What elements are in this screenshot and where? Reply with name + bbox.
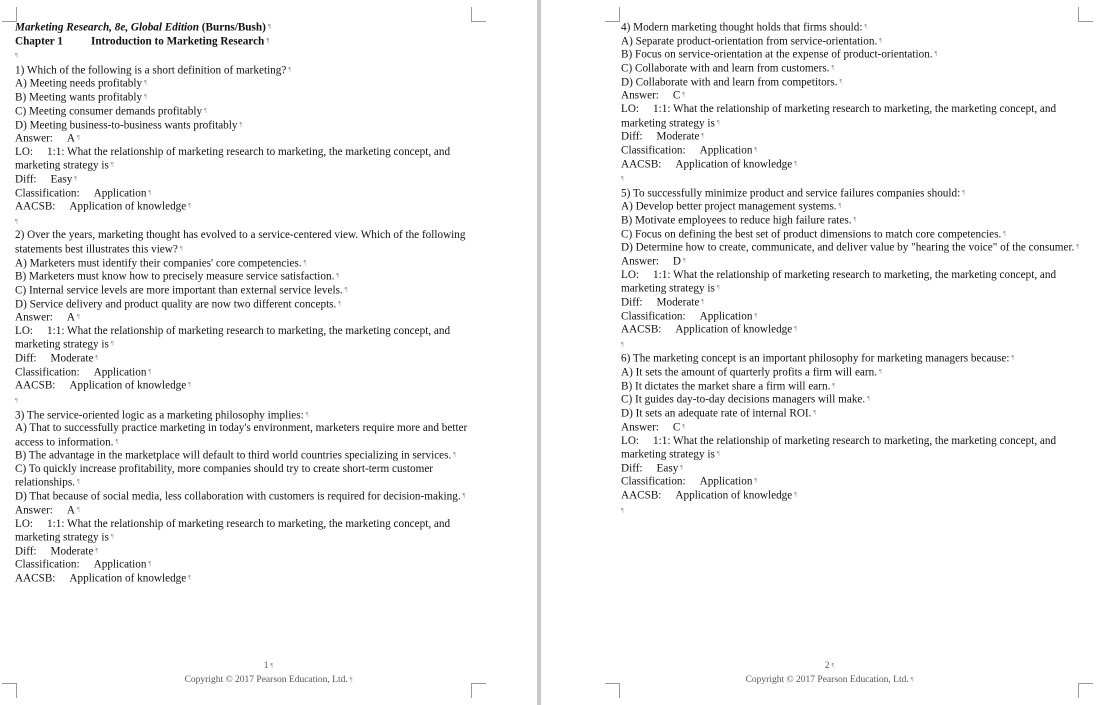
- aacsb-label: AACSB:: [621, 157, 662, 170]
- question-stem: 1) Which of the following is a short definition of marketing? ¶: [15, 64, 475, 78]
- classification-line: [15, 366, 475, 380]
- answer-option: A) Develop better project management systems. ¶: [621, 200, 1081, 214]
- answer-option: A) That to successfully practice marketing in today's environment, marketers require more and better access to information. ¶: [15, 422, 475, 449]
- answer-option: A) It sets the amount of quarterly profits a firm will earn. ¶: [621, 366, 1081, 380]
- classification-value: Application: [93, 186, 147, 199]
- answer-line: [621, 421, 1081, 435]
- lo-value: 1:1: What the relationship of marketing research to marketing, the marketing concept, and marketing strategy is: [15, 517, 451, 544]
- answer-option: B) Focus on service-orientation at the expense of product-orientation. ¶: [621, 48, 1081, 62]
- aacsb-line: [15, 572, 475, 586]
- crop-mark-bottom-left: [605, 683, 620, 698]
- difficulty-line: [621, 462, 1081, 476]
- lo-value: 1:1: What the relationship of marketing research to marketing, the marketing concept, and marketing strategy is: [621, 268, 1057, 295]
- answer-option: C) It guides day-to-day decisions managers will make. ¶: [621, 393, 1081, 407]
- answer-option: D) Collaborate with and learn from competitors. ¶: [621, 76, 1081, 90]
- diff-label: Diff:: [15, 544, 37, 557]
- lo-value: 1:1: What the relationship of marketing research to marketing, the marketing concept, and marketing strategy is: [621, 103, 1057, 129]
- page-body: [15, 21, 475, 586]
- question-stem: 3) The service-oriented logic as a marketing philosophy implies: ¶: [15, 409, 475, 423]
- lo-label: LO:: [15, 145, 34, 158]
- answer-label: Answer:: [621, 421, 659, 434]
- question-stem: 5) To successfully minimize product and service failures companies should: ¶: [621, 187, 1081, 201]
- classification-line: [621, 310, 1081, 324]
- aacsb-line: [621, 158, 1081, 172]
- answer-value: A: [66, 132, 75, 145]
- chapter-label: Chapter 1: [15, 34, 63, 47]
- answer-option: D) That because of social media, less collaboration with customers is required for decision-making. ¶: [15, 490, 475, 504]
- answer-label: Answer:: [15, 311, 53, 324]
- question-stem: 6) The marketing concept is an important philosophy for marketing managers because: ¶: [621, 352, 1081, 366]
- lo-label: LO:: [15, 325, 34, 337]
- classification-label: Classification:: [15, 366, 80, 379]
- diff-value: Easy: [656, 461, 679, 474]
- page-number: 2 ¶: [541, 661, 1118, 671]
- diff-value: Easy: [50, 173, 73, 186]
- document-page-2: [541, 0, 1118, 705]
- diff-label: Diff:: [15, 352, 37, 365]
- copyright-footer: Copyright © 2017 Pearson Education, Ltd. ¶: [0, 675, 537, 685]
- question-block: [621, 21, 1081, 187]
- diff-value: Moderate: [656, 130, 700, 143]
- question-stem: 2) Over the years, marketing thought has evolved to a service-centered view. Which of the following statements best illustrates this view? ¶: [15, 229, 475, 256]
- copyright-footer: Copyright © 2017 Pearson Education, Ltd. ¶: [541, 675, 1118, 685]
- question-list: [15, 64, 475, 586]
- aacsb-label: AACSB:: [15, 379, 56, 392]
- answer-option: B) The advantage in the marketplace will default to third world countries specializing in services. ¶: [15, 449, 475, 463]
- learning-objective-line: [621, 103, 1081, 130]
- crop-mark-top-right: [1078, 7, 1093, 22]
- answer-option: B) It dictates the market share a firm will earn. ¶: [621, 380, 1081, 394]
- difficulty-line: [621, 296, 1081, 310]
- aacsb-label: AACSB:: [621, 489, 662, 502]
- aacsb-line: [621, 489, 1081, 503]
- blank-paragraph: [15, 48, 475, 63]
- page-body: [621, 21, 1081, 518]
- answer-value: A: [66, 504, 75, 517]
- lo-label: LO:: [621, 268, 640, 281]
- answer-option: B) Meeting wants profitably ¶: [15, 91, 475, 105]
- aacsb-value: Application of knowledge: [675, 157, 793, 170]
- learning-objective-line: [621, 435, 1081, 462]
- answer-option: D) Determine how to create, communicate, and deliver value by "hearing the voice" of the consumer. ¶: [621, 241, 1081, 255]
- answer-line: [621, 255, 1081, 269]
- question-block: [621, 352, 1081, 518]
- book-authors: (Burns/Bush): [201, 21, 266, 34]
- blank-paragraph: [15, 393, 475, 408]
- chapter-title: Introduction to Marketing Research: [90, 34, 265, 47]
- classification-value: Application: [699, 475, 753, 488]
- classification-label: Classification:: [621, 309, 686, 322]
- answer-option: A) Marketers must identify their companies' core competencies. ¶: [15, 257, 475, 271]
- classification-label: Classification:: [15, 186, 80, 199]
- answer-option: A) Separate product-orientation from service-orientation. ¶: [621, 35, 1081, 49]
- blank-paragraph: [621, 503, 1081, 518]
- lo-value: 1:1: What the relationship of marketing research to marketing, the marketing concept, and marketing strategy is: [15, 325, 451, 351]
- book-title-line: [15, 21, 475, 35]
- aacsb-line: [621, 323, 1081, 337]
- classification-value: Application: [93, 366, 147, 379]
- classification-line: [621, 475, 1081, 489]
- aacsb-value: Application of knowledge: [69, 379, 187, 392]
- answer-label: Answer:: [621, 89, 659, 102]
- question-stem: 4) Modern marketing thought holds that firms should: ¶: [621, 21, 1081, 35]
- diff-value: Moderate: [50, 544, 94, 557]
- difficulty-line: [15, 545, 475, 559]
- lo-label: LO:: [621, 434, 640, 447]
- classification-label: Classification:: [621, 144, 686, 157]
- answer-option: B) Marketers must know how to precisely measure service satisfaction. ¶: [15, 270, 475, 284]
- question-list: [621, 21, 1081, 518]
- aacsb-value: Application of knowledge: [69, 572, 187, 585]
- answer-line: [15, 311, 475, 325]
- answer-value: D: [672, 255, 681, 268]
- lo-label: LO:: [15, 517, 34, 530]
- answer-option: A) Meeting needs profitably ¶: [15, 77, 475, 91]
- blank-paragraph: [15, 214, 475, 229]
- aacsb-value: Application of knowledge: [675, 323, 793, 336]
- classification-value: Application: [699, 144, 753, 157]
- answer-option: C) Collaborate with and learn from customers. ¶: [621, 62, 1081, 76]
- crop-mark-bottom-left: [2, 683, 17, 698]
- learning-objective-line: [15, 146, 475, 173]
- question-block: [15, 229, 475, 408]
- answer-label: Answer:: [15, 504, 53, 517]
- answer-line: [15, 504, 475, 518]
- answer-option: C) To quickly increase profitability, more companies should try to create short-term customer relationships. ¶: [15, 463, 475, 490]
- aacsb-label: AACSB:: [15, 572, 56, 585]
- answer-value: A: [66, 311, 75, 324]
- diff-label: Diff:: [621, 130, 643, 143]
- answer-line: [15, 132, 475, 146]
- answer-line: [621, 89, 1081, 103]
- answer-option: D) It sets an adequate rate of internal ROI. ¶: [621, 407, 1081, 421]
- crop-mark-bottom-right: [471, 683, 486, 698]
- answer-option: D) Service delivery and product quality are now two different concepts. ¶: [15, 298, 475, 312]
- crop-mark-top-right: [471, 7, 486, 22]
- learning-objective-line: [15, 518, 475, 545]
- answer-label: Answer:: [621, 255, 659, 268]
- difficulty-line: [15, 352, 475, 366]
- aacsb-line: [15, 379, 475, 393]
- answer-label: Answer:: [15, 132, 53, 145]
- aacsb-value: Application of knowledge: [69, 200, 187, 213]
- lo-label: LO:: [621, 103, 640, 116]
- answer-option: D) Meeting business-to-business wants profitably ¶: [15, 119, 475, 133]
- crop-mark-top-left: [2, 7, 17, 22]
- crop-mark-bottom-right: [1078, 683, 1093, 698]
- blank-paragraph: [621, 337, 1081, 352]
- question-block: [15, 409, 475, 586]
- aacsb-label: AACSB:: [15, 200, 56, 213]
- classification-label: Classification:: [621, 475, 686, 488]
- classification-value: Application: [93, 558, 147, 571]
- classification-label: Classification:: [15, 558, 80, 571]
- document-page-1: [0, 0, 537, 705]
- answer-option: C) Internal service levels are more important than external service levels. ¶: [15, 284, 475, 298]
- answer-option: C) Focus on defining the best set of product dimensions to match core competencies. ¶: [621, 228, 1081, 242]
- aacsb-value: Application of knowledge: [675, 489, 793, 502]
- lo-value: 1:1: What the relationship of marketing research to marketing, the marketing concept, and marketing strategy is: [621, 434, 1057, 461]
- diff-value: Moderate: [656, 296, 700, 309]
- diff-label: Diff:: [621, 296, 643, 309]
- answer-value: C: [672, 89, 681, 102]
- page-number: 1 ¶: [0, 661, 537, 671]
- answer-option: B) Motivate employees to reduce high failure rates. ¶: [621, 214, 1081, 228]
- blank-paragraph: [621, 171, 1081, 186]
- difficulty-line: [15, 173, 475, 187]
- answer-option: C) Meeting consumer demands profitably ¶: [15, 105, 475, 119]
- diff-value: Moderate: [50, 352, 94, 365]
- aacsb-label: AACSB:: [621, 323, 662, 336]
- chapter-heading: [15, 35, 475, 49]
- classification-line: [15, 187, 475, 201]
- classification-value: Application: [699, 309, 753, 322]
- question-block: [621, 187, 1081, 353]
- difficulty-line: [621, 130, 1081, 144]
- diff-label: Diff:: [621, 461, 643, 474]
- answer-value: C: [672, 421, 681, 434]
- lo-value: 1:1: What the relationship of marketing research to marketing, the marketing concept, and marketing strategy is: [15, 145, 451, 172]
- aacsb-line: [15, 200, 475, 214]
- crop-mark-top-left: [605, 7, 620, 22]
- classification-line: [621, 144, 1081, 158]
- book-title: Marketing Research, 8e, Global Edition: [15, 21, 199, 34]
- classification-line: [15, 558, 475, 572]
- diff-label: Diff:: [15, 173, 37, 186]
- learning-objective-line: [621, 269, 1081, 296]
- learning-objective-line: [15, 325, 475, 352]
- question-block: [15, 64, 475, 230]
